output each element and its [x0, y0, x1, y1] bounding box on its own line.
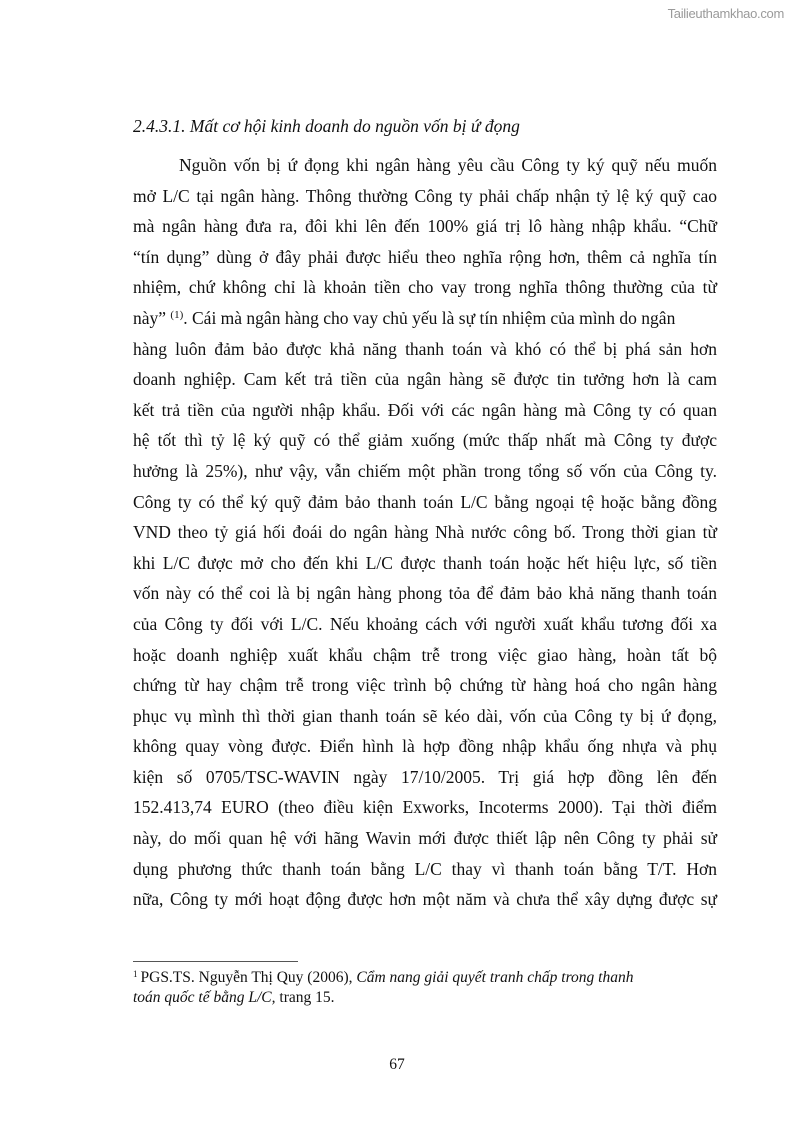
paragraph-line: vốn này có thể coi là bị ngân hàng phong tỏa để đảm bảo khả năng thanh toán: [133, 583, 717, 604]
body-paragraph: [133, 150, 717, 915]
paragraph-line: hưởng là 25%), như vậy, vẫn chiếm một phần trong tổng số vốn của Công ty.: [133, 460, 717, 481]
paragraph-line: nữa, Công ty mới hoạt động được hơn một năm và chưa thể xây dựng được sự: [133, 889, 717, 910]
paragraph-line: của Công ty đối với L/C. Nếu khoảng cách với người xuất khẩu tương đối xa: [133, 613, 717, 634]
footnote: [133, 968, 713, 1008]
paragraph-line: hàng luôn đảm bảo được khả năng thanh toán và khó có thể bị phá sản hơn: [133, 338, 717, 359]
line-rest: . Cái mà ngân hàng cho vay chủ yếu là sự tín nhiệm của mình do ngân: [183, 307, 676, 328]
paragraph-line: VND theo tỷ giá hối đoái do ngân hàng Nhà nước công bố. Trong thời gian từ: [133, 522, 717, 543]
paragraph-line: kiện số 0705/TSC-WAVIN ngày 17/10/2005. Trị giá hợp đồng lên đến: [133, 766, 717, 787]
paragraph-line: kết trả tiền của người nhập khẩu. Đối với các ngân hàng mà Công ty có quan: [133, 399, 717, 420]
paragraph-line: hoặc doanh nghiệp xuất khẩu chậm trễ trong việc giao hàng, hoàn tất bộ: [133, 644, 717, 665]
footnote-separator: [133, 961, 298, 962]
section-heading: 2.4.3.1. Mất cơ hội kinh doanh do nguồn vốn bị ứ đọng: [133, 116, 520, 136]
paragraph-line: mở L/C tại ngân hàng. Thông thường Công ty phải chấp nhận tỷ lệ ký quỹ cao: [133, 185, 717, 206]
paragraph-line: hệ tốt thì tỷ lệ ký quỹ có thể giảm xuống (mức thấp nhất mà Công ty được: [133, 430, 717, 451]
paragraph-line: không quay vòng được. Điển hình là hợp đồng nhập khẩu ống nhựa và phụ: [133, 736, 717, 757]
paragraph-line: doanh nghiệp. Cam kết trả tiền của ngân hàng sẽ được tin tưởng hơn là cam: [133, 369, 717, 390]
paragraph-line: chứng từ hay chậm trễ trong việc trình bộ chứng từ hàng hoá cho ngân hàng: [133, 675, 717, 696]
paragraph-line: 152.413,74 EURO (theo điều kiện Exworks, Incoterms 2000). Tại thời điểm: [133, 797, 717, 818]
paragraph-line: mà ngân hàng đưa ra, đôi khi lên đến 100% giá trị lô hàng nhập khẩu. “Chữ: [133, 216, 717, 237]
paragraph-line: nhiệm, chứ không chỉ là khoản tiền cho vay trong nghĩa thông thường của từ: [133, 277, 717, 298]
footnote-title: Cẩm nang giải quyết tranh chấp trong thanh: [356, 969, 634, 986]
footnote-title-cont: toán quốc tế bằng L/C,: [133, 989, 276, 1006]
watermark: Tailieuthamkhao.com: [667, 6, 784, 21]
footnote-reference[interactable]: (1): [170, 308, 184, 321]
paragraph-line: Nguồn vốn bị ứ đọng khi ngân hàng yêu cầu Công ty ký quỹ nếu muốn: [179, 155, 717, 175]
footnote-page: trang 15.: [275, 989, 335, 1006]
paragraph-line: Công ty có thể ký quỹ đảm bảo thanh toán L/C bằng ngoại tệ hoặc bằng đồng: [133, 491, 717, 512]
paragraph-line: này, do mối quan hệ với hãng Wavin mới được thiết lập nên Công ty phải sử: [133, 828, 717, 849]
paragraph-line-with-footnote-ref: [133, 303, 717, 334]
paragraph-line: khi L/C được mở cho đến khi L/C được thanh toán hoặc hết hiệu lực, số tiền: [133, 552, 717, 573]
paragraph-line: “tín dụng” dùng ở đây phải được hiểu theo nghĩa rộng hơn, thêm cả nghĩa tín: [133, 246, 717, 267]
footnote-mark: 1: [133, 969, 138, 979]
page-number: 67: [389, 1056, 405, 1073]
paragraph-line: dụng phương thức thanh toán bằng L/C thay vì thanh toán bằng T/T. Hơn: [133, 858, 717, 879]
paragraph-line: phục vụ mình thì thời gian thanh toán sẽ kéo dài, vốn của Công ty bị ứ đọng,: [133, 705, 717, 726]
line-start: này”: [133, 307, 167, 328]
footnote-author: PGS.TS. Nguyễn Thị Quy (2006),: [140, 969, 357, 986]
